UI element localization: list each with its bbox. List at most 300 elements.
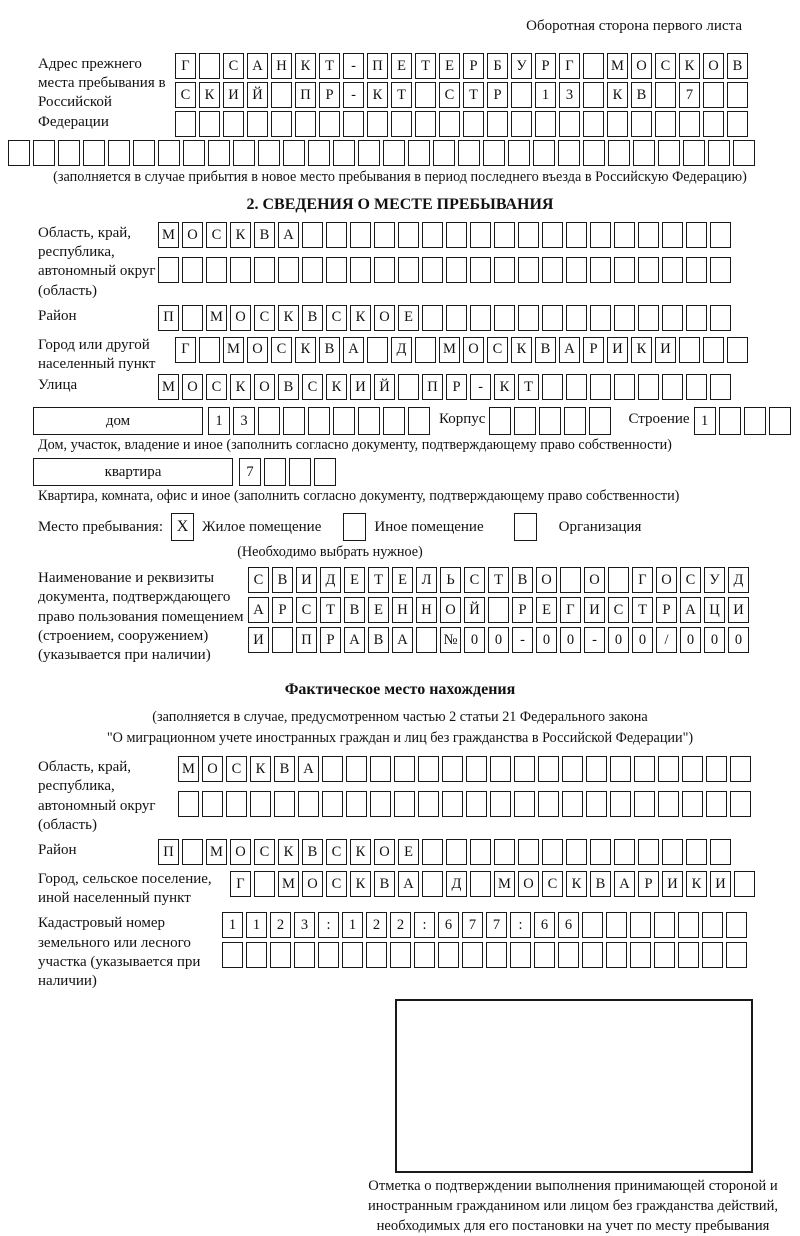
char-cell[interactable]: И (710, 871, 731, 897)
char-cell[interactable] (318, 942, 339, 968)
char-cell[interactable] (446, 839, 467, 865)
char-cell[interactable]: М (278, 871, 299, 897)
char-cell[interactable] (614, 257, 635, 283)
char-cell[interactable]: 7 (239, 458, 261, 486)
char-cell[interactable] (662, 839, 683, 865)
char-cell[interactable]: Р (656, 597, 677, 623)
char-cell[interactable]: : (414, 912, 435, 938)
char-cell[interactable]: 0 (560, 627, 581, 653)
char-cell[interactable] (508, 140, 530, 166)
char-cell[interactable]: В (302, 305, 323, 331)
char-cell[interactable] (418, 756, 439, 782)
char-cell[interactable] (182, 839, 203, 865)
char-cell[interactable] (560, 567, 581, 593)
char-cell[interactable]: О (230, 305, 251, 331)
char-cell[interactable]: О (254, 374, 275, 400)
char-cell[interactable] (367, 337, 388, 363)
char-cell[interactable] (518, 222, 539, 248)
char-cell[interactable]: О (374, 839, 395, 865)
char-cell[interactable]: К (295, 53, 316, 79)
char-cell[interactable] (590, 257, 611, 283)
char-cell[interactable]: Р (638, 871, 659, 897)
char-cell[interactable]: С (542, 871, 563, 897)
char-cell[interactable] (199, 53, 220, 79)
char-cell[interactable]: Р (320, 627, 341, 653)
char-cell[interactable]: 1 (222, 912, 243, 938)
char-cell[interactable]: С (487, 337, 508, 363)
char-cell[interactable]: С (226, 756, 247, 782)
char-cell[interactable]: К (511, 337, 532, 363)
char-cell[interactable]: О (656, 567, 677, 593)
char-cell[interactable] (686, 839, 707, 865)
char-cell[interactable] (383, 407, 405, 435)
char-cell[interactable]: К (230, 374, 251, 400)
char-cell[interactable]: 0 (728, 627, 749, 653)
char-cell[interactable]: И (223, 82, 244, 108)
char-cell[interactable]: К (686, 871, 707, 897)
char-cell[interactable] (662, 222, 683, 248)
char-cell[interactable] (658, 140, 680, 166)
char-cell[interactable] (638, 222, 659, 248)
char-cell[interactable] (346, 791, 367, 817)
char-cell[interactable] (398, 257, 419, 283)
char-cell[interactable] (614, 305, 635, 331)
char-cell[interactable]: Р (463, 53, 484, 79)
char-cell[interactable] (638, 839, 659, 865)
char-cell[interactable]: В (319, 337, 340, 363)
char-cell[interactable] (223, 111, 244, 137)
char-cell[interactable]: В (631, 82, 652, 108)
char-cell[interactable]: А (614, 871, 635, 897)
char-cell[interactable] (702, 942, 723, 968)
char-cell[interactable] (583, 82, 604, 108)
char-cell[interactable] (708, 140, 730, 166)
char-cell[interactable]: К (566, 871, 587, 897)
char-cell[interactable] (439, 111, 460, 137)
char-cell[interactable]: О (182, 374, 203, 400)
char-cell[interactable]: 0 (464, 627, 485, 653)
char-cell[interactable] (514, 407, 536, 435)
char-cell[interactable]: В (368, 627, 389, 653)
char-cell[interactable] (566, 222, 587, 248)
char-cell[interactable]: : (510, 912, 531, 938)
char-cell[interactable]: № (440, 627, 461, 653)
char-cell[interactable] (514, 756, 535, 782)
char-cell[interactable] (638, 305, 659, 331)
char-cell[interactable]: П (296, 627, 317, 653)
char-cell[interactable]: В (254, 222, 275, 248)
char-cell[interactable] (483, 140, 505, 166)
char-cell[interactable] (730, 791, 751, 817)
char-cell[interactable] (630, 912, 651, 938)
char-cell[interactable]: - (343, 53, 364, 79)
char-cell[interactable] (258, 140, 280, 166)
char-cell[interactable] (370, 756, 391, 782)
char-cell[interactable]: 0 (632, 627, 653, 653)
char-cell[interactable] (222, 942, 243, 968)
char-cell[interactable] (682, 756, 703, 782)
char-cell[interactable] (308, 407, 330, 435)
char-cell[interactable]: Н (416, 597, 437, 623)
char-cell[interactable]: 1 (694, 407, 716, 435)
char-cell[interactable]: А (278, 222, 299, 248)
char-cell[interactable]: М (158, 374, 179, 400)
char-cell[interactable] (706, 756, 727, 782)
char-cell[interactable] (542, 839, 563, 865)
char-cell[interactable]: С (326, 305, 347, 331)
char-cell[interactable] (678, 942, 699, 968)
char-cell[interactable] (590, 305, 611, 331)
char-cell[interactable] (733, 140, 755, 166)
char-cell[interactable] (518, 839, 539, 865)
char-cell[interactable] (438, 942, 459, 968)
char-cell[interactable] (534, 942, 555, 968)
char-cell[interactable] (458, 140, 480, 166)
char-cell[interactable]: 2 (366, 912, 387, 938)
char-cell[interactable]: К (250, 756, 271, 782)
char-cell[interactable]: М (494, 871, 515, 897)
char-cell[interactable] (703, 82, 724, 108)
char-cell[interactable]: О (584, 567, 605, 593)
char-cell[interactable]: М (607, 53, 628, 79)
char-cell[interactable] (494, 305, 515, 331)
char-cell[interactable]: В (272, 567, 293, 593)
char-cell[interactable]: К (350, 839, 371, 865)
char-cell[interactable] (566, 305, 587, 331)
char-cell[interactable]: Р (535, 53, 556, 79)
char-cell[interactable]: Й (464, 597, 485, 623)
char-cell[interactable] (199, 111, 220, 137)
char-cell[interactable] (270, 942, 291, 968)
char-cell[interactable] (398, 222, 419, 248)
char-cell[interactable] (333, 140, 355, 166)
char-cell[interactable] (289, 458, 311, 486)
char-cell[interactable]: П (422, 374, 443, 400)
char-cell[interactable]: М (206, 305, 227, 331)
char-cell[interactable] (686, 374, 707, 400)
char-cell[interactable] (272, 627, 293, 653)
char-cell[interactable] (308, 140, 330, 166)
char-cell[interactable]: Г (632, 567, 653, 593)
char-cell[interactable] (542, 257, 563, 283)
char-cell[interactable] (542, 222, 563, 248)
char-cell[interactable] (533, 140, 555, 166)
char-cell[interactable] (158, 257, 179, 283)
char-cell[interactable] (719, 407, 741, 435)
char-cell[interactable]: Ь (440, 567, 461, 593)
char-cell[interactable] (710, 839, 731, 865)
char-cell[interactable] (582, 942, 603, 968)
char-cell[interactable]: С (680, 567, 701, 593)
char-cell[interactable] (366, 942, 387, 968)
char-cell[interactable] (614, 374, 635, 400)
char-cell[interactable]: С (439, 82, 460, 108)
char-cell[interactable] (769, 407, 791, 435)
char-cell[interactable]: Н (271, 53, 292, 79)
char-cell[interactable] (730, 756, 751, 782)
char-cell[interactable] (383, 140, 405, 166)
char-cell[interactable] (346, 756, 367, 782)
char-cell[interactable] (655, 111, 676, 137)
char-cell[interactable] (314, 458, 336, 486)
char-cell[interactable] (470, 839, 491, 865)
char-cell[interactable]: Д (728, 567, 749, 593)
char-cell[interactable] (589, 407, 611, 435)
char-cell[interactable]: М (439, 337, 460, 363)
char-cell[interactable] (511, 82, 532, 108)
char-cell[interactable]: Т (518, 374, 539, 400)
char-cell[interactable] (302, 222, 323, 248)
char-cell[interactable]: К (350, 305, 371, 331)
char-cell[interactable]: А (680, 597, 701, 623)
char-cell[interactable]: - (470, 374, 491, 400)
char-cell[interactable]: О (374, 305, 395, 331)
char-cell[interactable] (422, 871, 443, 897)
char-cell[interactable]: С (302, 374, 323, 400)
char-cell[interactable] (264, 458, 286, 486)
char-cell[interactable]: Ц (704, 597, 725, 623)
char-cell[interactable]: В (727, 53, 748, 79)
char-cell[interactable]: И (248, 627, 269, 653)
char-cell[interactable] (608, 567, 629, 593)
char-cell[interactable] (658, 791, 679, 817)
char-cell[interactable] (682, 791, 703, 817)
char-cell[interactable] (302, 257, 323, 283)
char-cell[interactable]: Г (175, 337, 196, 363)
char-cell[interactable] (178, 791, 199, 817)
char-cell[interactable]: К (278, 305, 299, 331)
char-cell[interactable] (358, 407, 380, 435)
char-cell[interactable] (606, 942, 627, 968)
char-cell[interactable]: О (536, 567, 557, 593)
char-cell[interactable] (208, 140, 230, 166)
char-cell[interactable] (446, 222, 467, 248)
char-cell[interactable]: В (535, 337, 556, 363)
char-cell[interactable]: Й (247, 82, 268, 108)
char-cell[interactable] (490, 756, 511, 782)
char-cell[interactable]: П (367, 53, 388, 79)
char-cell[interactable] (446, 305, 467, 331)
char-cell[interactable] (558, 140, 580, 166)
char-cell[interactable] (230, 257, 251, 283)
char-cell[interactable]: 1 (246, 912, 267, 938)
char-cell[interactable] (367, 111, 388, 137)
char-cell[interactable] (358, 140, 380, 166)
char-cell[interactable] (727, 82, 748, 108)
char-cell[interactable] (182, 305, 203, 331)
char-cell[interactable]: 1 (535, 82, 556, 108)
char-cell[interactable]: У (511, 53, 532, 79)
char-cell[interactable] (416, 627, 437, 653)
char-cell[interactable] (258, 407, 280, 435)
char-cell[interactable] (422, 305, 443, 331)
char-cell[interactable] (322, 791, 343, 817)
char-cell[interactable] (466, 756, 487, 782)
char-cell[interactable]: - (343, 82, 364, 108)
char-cell[interactable]: 6 (558, 912, 579, 938)
char-cell[interactable]: 0 (680, 627, 701, 653)
char-cell[interactable] (654, 912, 675, 938)
char-cell[interactable] (442, 756, 463, 782)
char-cell[interactable]: К (494, 374, 515, 400)
char-cell[interactable]: Е (368, 597, 389, 623)
char-cell[interactable] (422, 222, 443, 248)
char-cell[interactable] (246, 942, 267, 968)
char-cell[interactable] (638, 374, 659, 400)
char-cell[interactable] (559, 111, 580, 137)
char-cell[interactable] (586, 791, 607, 817)
char-cell[interactable] (590, 839, 611, 865)
char-cell[interactable] (333, 407, 355, 435)
char-cell[interactable] (607, 111, 628, 137)
char-cell[interactable]: К (679, 53, 700, 79)
char-cell[interactable]: И (728, 597, 749, 623)
char-cell[interactable] (271, 111, 292, 137)
char-cell[interactable]: К (350, 871, 371, 897)
char-cell[interactable]: Т (463, 82, 484, 108)
char-cell[interactable]: С (175, 82, 196, 108)
char-cell[interactable] (398, 374, 419, 400)
char-cell[interactable]: 7 (486, 912, 507, 938)
char-cell[interactable] (703, 111, 724, 137)
char-cell[interactable] (233, 140, 255, 166)
char-cell[interactable] (655, 82, 676, 108)
char-cell[interactable]: С (254, 839, 275, 865)
char-cell[interactable] (470, 871, 491, 897)
char-cell[interactable]: А (298, 756, 319, 782)
char-cell[interactable]: И (350, 374, 371, 400)
char-cell[interactable]: Т (415, 53, 436, 79)
char-cell[interactable]: - (584, 627, 605, 653)
char-cell[interactable]: Й (374, 374, 395, 400)
char-cell[interactable]: Р (487, 82, 508, 108)
char-cell[interactable]: О (247, 337, 268, 363)
char-cell[interactable]: И (584, 597, 605, 623)
char-cell[interactable] (326, 222, 347, 248)
char-cell[interactable] (562, 791, 583, 817)
char-cell[interactable] (638, 257, 659, 283)
char-cell[interactable]: : (318, 912, 339, 938)
char-cell[interactable]: Е (536, 597, 557, 623)
char-cell[interactable]: А (248, 597, 269, 623)
char-cell[interactable] (539, 407, 561, 435)
char-cell[interactable] (415, 337, 436, 363)
char-cell[interactable] (614, 222, 635, 248)
char-cell[interactable] (408, 407, 430, 435)
char-cell[interactable] (542, 305, 563, 331)
char-cell[interactable]: М (223, 337, 244, 363)
char-cell[interactable] (702, 912, 723, 938)
char-cell[interactable]: М (178, 756, 199, 782)
char-cell[interactable] (33, 140, 55, 166)
char-cell[interactable] (538, 791, 559, 817)
char-cell[interactable]: С (326, 839, 347, 865)
char-cell[interactable]: 7 (462, 912, 483, 938)
char-cell[interactable] (662, 257, 683, 283)
char-cell[interactable]: П (158, 305, 179, 331)
char-cell[interactable]: - (512, 627, 533, 653)
char-cell[interactable]: С (248, 567, 269, 593)
char-cell[interactable] (488, 597, 509, 623)
char-cell[interactable]: И (607, 337, 628, 363)
char-cell[interactable] (542, 374, 563, 400)
char-cell[interactable] (535, 111, 556, 137)
char-cell[interactable] (183, 140, 205, 166)
char-cell[interactable] (278, 257, 299, 283)
char-cell[interactable] (271, 82, 292, 108)
char-cell[interactable] (727, 337, 748, 363)
char-cell[interactable] (703, 337, 724, 363)
char-cell[interactable] (686, 222, 707, 248)
char-cell[interactable] (710, 257, 731, 283)
char-cell[interactable] (494, 222, 515, 248)
char-cell[interactable] (518, 257, 539, 283)
char-cell[interactable]: С (464, 567, 485, 593)
char-cell[interactable] (583, 111, 604, 137)
char-cell[interactable] (686, 305, 707, 331)
char-cell[interactable] (463, 111, 484, 137)
char-cell[interactable]: Р (319, 82, 340, 108)
char-cell[interactable] (726, 942, 747, 968)
char-cell[interactable] (408, 140, 430, 166)
char-cell[interactable] (326, 257, 347, 283)
char-cell[interactable] (686, 257, 707, 283)
char-cell[interactable] (634, 791, 655, 817)
char-cell[interactable]: В (374, 871, 395, 897)
char-cell[interactable]: О (631, 53, 652, 79)
char-cell[interactable] (390, 942, 411, 968)
char-cell[interactable]: Е (439, 53, 460, 79)
char-cell[interactable]: К (326, 374, 347, 400)
char-cell[interactable] (83, 140, 105, 166)
char-cell[interactable] (494, 839, 515, 865)
char-cell[interactable] (494, 257, 515, 283)
char-cell[interactable]: Г (560, 597, 581, 623)
char-cell[interactable] (422, 257, 443, 283)
char-cell[interactable]: П (295, 82, 316, 108)
char-cell[interactable]: С (254, 305, 275, 331)
char-cell[interactable]: В (302, 839, 323, 865)
char-cell[interactable]: С (655, 53, 676, 79)
char-cell[interactable] (662, 374, 683, 400)
char-cell[interactable] (558, 942, 579, 968)
char-cell[interactable]: С (206, 222, 227, 248)
char-cell[interactable]: О (302, 871, 323, 897)
char-cell[interactable]: К (199, 82, 220, 108)
char-cell[interactable]: Р (512, 597, 533, 623)
char-cell[interactable] (391, 111, 412, 137)
char-cell[interactable] (254, 871, 275, 897)
char-cell[interactable]: М (206, 839, 227, 865)
char-cell[interactable]: К (295, 337, 316, 363)
char-cell[interactable]: 0 (608, 627, 629, 653)
char-cell[interactable]: Д (391, 337, 412, 363)
char-cell[interactable] (350, 222, 371, 248)
char-cell[interactable] (510, 942, 531, 968)
char-cell[interactable]: Р (583, 337, 604, 363)
char-cell[interactable] (727, 111, 748, 137)
char-cell[interactable] (418, 791, 439, 817)
char-cell[interactable]: В (590, 871, 611, 897)
char-cell[interactable]: У (704, 567, 725, 593)
char-cell[interactable]: А (344, 627, 365, 653)
char-cell[interactable] (658, 756, 679, 782)
char-cell[interactable] (590, 222, 611, 248)
char-cell[interactable] (254, 257, 275, 283)
char-cell[interactable] (294, 942, 315, 968)
char-cell[interactable] (489, 407, 511, 435)
char-cell[interactable]: Р (446, 374, 467, 400)
